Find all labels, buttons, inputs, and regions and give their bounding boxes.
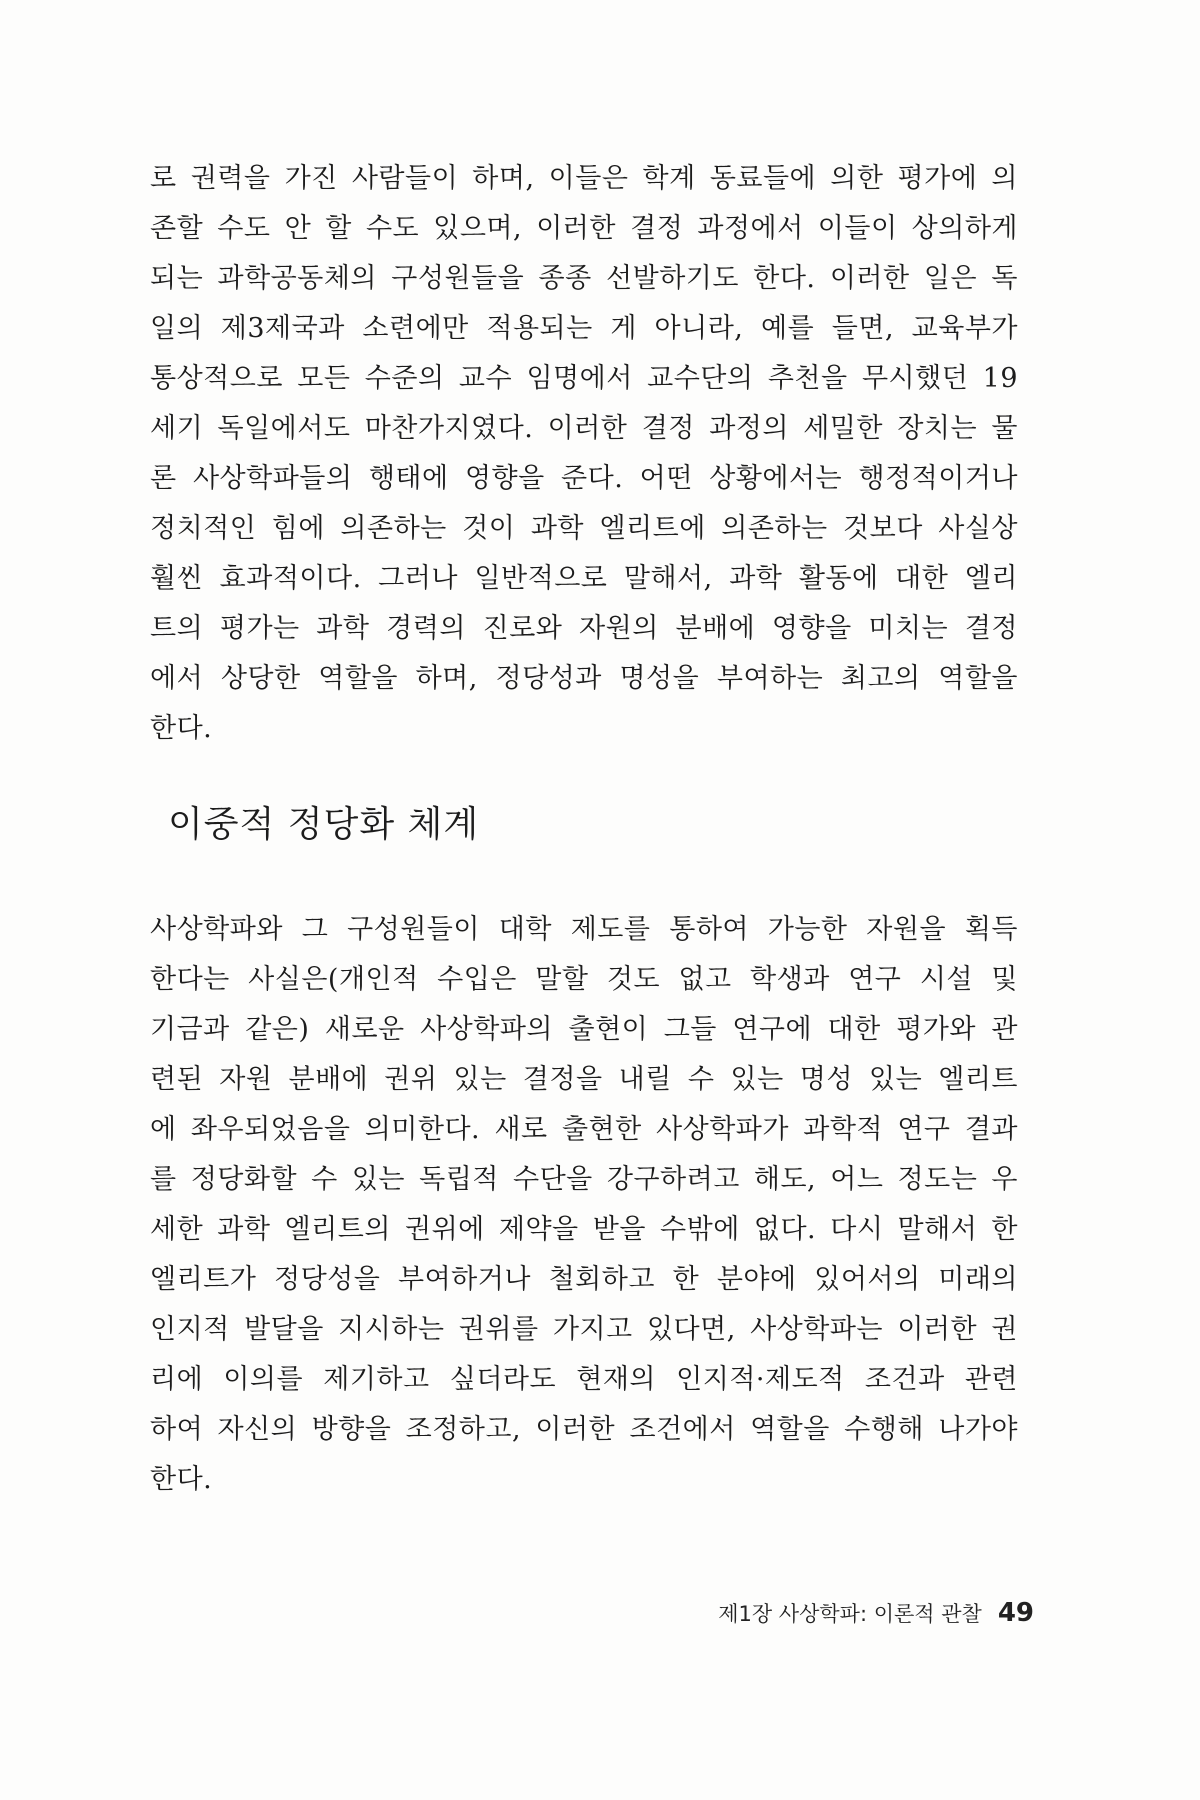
text-line: 로 권력을 가진 사람들이 하며, 이들은 학계 동료들에 의한 평가에 의 — [150, 163, 1018, 194]
text-line: 기금과 같은) 새로운 사상학파의 출현이 그들 연구에 대한 평가와 관 — [150, 1014, 1018, 1045]
text-line: 에서 상당한 역할을 하며, 정당성과 명성을 부여하는 최고의 역할을 — [150, 663, 1018, 694]
text-line: 정치적인 힘에 의존하는 것이 과학 엘리트에 의존하는 것보다 사실상 — [150, 513, 1018, 544]
text-line: 한다. — [150, 713, 213, 744]
body-paragraph-1 — [150, 154, 1018, 754]
text-line: 하여 자신의 방향을 조정하고, 이러한 조건에서 역할을 수행해 나가야 — [150, 1414, 1018, 1445]
text-line: 론 사상학파들의 행태에 영향을 준다. 어떤 상황에서는 행정적이거나 — [150, 463, 1018, 494]
text-line: 통상적으로 모든 수준의 교수 임명에서 교수단의 추천을 무시했던 19 — [150, 363, 1018, 394]
text-line: 일의 제3제국과 소련에만 적용되는 게 아니라, 예를 들면, 교육부가 — [150, 313, 1018, 344]
body-paragraph-2 — [150, 905, 1018, 1505]
text-line: 를 정당화할 수 있는 독립적 수단을 강구하려고 해도, 어느 정도는 우 — [150, 1164, 1018, 1195]
text-line: 존할 수도 안 할 수도 있으며, 이러한 결정 과정에서 이들이 상의하게 — [150, 213, 1018, 244]
text-line: 한다. — [150, 1464, 213, 1495]
running-head: 제1장 사상학파: 이론적 관찰 — [718, 1602, 982, 1626]
page-footer — [718, 1598, 1034, 1629]
text-line: 인지적 발달을 지시하는 권위를 가지고 있다면, 사상학파는 이러한 권 — [150, 1314, 1018, 1345]
text-line: 트의 평가는 과학 경력의 진로와 자원의 분배에 영향을 미치는 결정 — [150, 613, 1018, 644]
text-line: 사상학파와 그 구성원들이 대학 제도를 통하여 가능한 자원을 획득 — [150, 914, 1018, 945]
text-line: 리에 이의를 제기하고 싶더라도 현재의 인지적·제도적 조건과 관련 — [150, 1364, 1018, 1395]
text-line: 세기 독일에서도 마찬가지였다. 이러한 결정 과정의 세밀한 장치는 물 — [150, 413, 1018, 444]
text-line: 세한 과학 엘리트의 권위에 제약을 받을 수밖에 없다. 다시 말해서 한 — [150, 1214, 1018, 1245]
page-number: 49 — [997, 1598, 1034, 1628]
text-line: 에 좌우되었음을 의미한다. 새로 출현한 사상학파가 과학적 연구 결과 — [150, 1114, 1018, 1145]
text-line: 되는 과학공동체의 구성원들을 종종 선발하기도 한다. 이러한 일은 독 — [150, 263, 1018, 294]
section-heading: 이중적 정당화 체계 — [168, 804, 480, 845]
text-line: 련된 자원 분배에 권위 있는 결정을 내릴 수 있는 명성 있는 엘리트 — [150, 1064, 1018, 1095]
text-line: 훨씬 효과적이다. 그러나 일반적으로 말해서, 과학 활동에 대한 엘리 — [150, 563, 1018, 594]
text-line: 엘리트가 정당성을 부여하거나 철회하고 한 분야에 있어서의 미래의 — [150, 1264, 1018, 1295]
text-line: 한다는 사실은(개인적 수입은 말할 것도 없고 학생과 연구 시설 및 — [150, 964, 1018, 995]
